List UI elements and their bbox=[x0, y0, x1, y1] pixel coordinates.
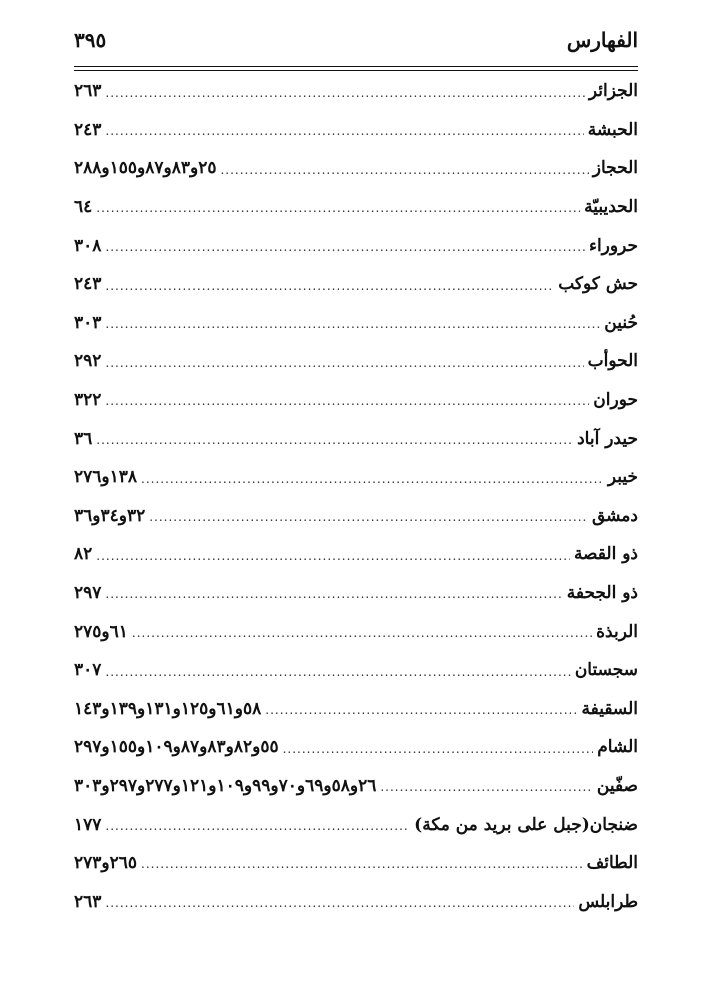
entry-name: الشام bbox=[597, 737, 638, 758]
entry-name: صفّين bbox=[596, 775, 638, 796]
entry-pages: ٨٢ bbox=[74, 544, 93, 565]
entry-pages: ٣٠٨ bbox=[74, 235, 102, 256]
entry-pages: ٢٦و٥٨و٦٩و٧٠و٩٩و١٠٩و١٢١و٢٧٧و٢٩٧و٣٠٣ bbox=[74, 775, 377, 796]
entry-pages: ٢٦٥و٢٧٣ bbox=[74, 853, 138, 874]
entry-name: سجستان bbox=[574, 660, 638, 681]
index-entry bbox=[74, 805, 638, 844]
entry-pages: ٣٢٢ bbox=[74, 390, 102, 411]
entry-pages: ٦١و٢٧٥ bbox=[74, 621, 128, 642]
entry-name: ضنجان(جبل على بريد من مكة) bbox=[414, 814, 638, 835]
dot-leader bbox=[141, 472, 604, 497]
dot-leader bbox=[96, 433, 573, 458]
entry-pages: ٥٥و٨٢و٨٣و٨٧و١٠٩و١٥٥و٢٩٧ bbox=[74, 737, 279, 758]
dot-leader bbox=[105, 124, 583, 149]
entry-pages: ٣٠٧ bbox=[74, 660, 102, 681]
entry-name: حيدر آباد bbox=[577, 428, 638, 449]
header-rule-bottom bbox=[74, 70, 638, 71]
index-entry bbox=[74, 381, 638, 420]
entry-pages: ٣٦ bbox=[74, 428, 93, 449]
index-entry bbox=[74, 265, 638, 304]
entry-pages: ٦٤ bbox=[74, 197, 93, 218]
entry-name: ذو القصة bbox=[573, 544, 638, 565]
entry-pages: ٣٠٣ bbox=[74, 312, 102, 333]
entry-name: الطائف bbox=[586, 853, 638, 874]
index-entry bbox=[74, 226, 638, 265]
dot-leader bbox=[105, 587, 562, 612]
entry-pages: ٢٤٣ bbox=[74, 119, 102, 140]
page-title: الفهارس bbox=[566, 28, 638, 52]
dot-leader bbox=[105, 356, 583, 381]
entry-name: الحديبيّة bbox=[584, 197, 638, 218]
dot-leader bbox=[132, 626, 592, 651]
dot-leader bbox=[105, 819, 410, 844]
entry-name: السقيفة bbox=[581, 698, 638, 719]
index-entry bbox=[74, 342, 638, 381]
index-entry bbox=[74, 651, 638, 690]
entry-name: حش كوكب bbox=[558, 274, 638, 295]
index-entry bbox=[74, 72, 638, 111]
page-header bbox=[74, 28, 638, 64]
dot-leader bbox=[105, 86, 585, 111]
entry-pages: ٣٢و٣٤و٣٦ bbox=[74, 505, 146, 526]
entry-pages: ٢٥و٨٣و٨٧و١٥٥و٢٨٨ bbox=[74, 158, 217, 179]
entry-name: ذو الجحفة bbox=[566, 583, 638, 604]
index-entry bbox=[74, 612, 638, 651]
index-entry bbox=[74, 188, 638, 227]
index-entry bbox=[74, 690, 638, 729]
dot-leader bbox=[380, 780, 593, 805]
page-number: ٣٩٥ bbox=[74, 28, 107, 52]
dot-leader bbox=[105, 896, 574, 921]
dot-leader bbox=[105, 240, 585, 265]
entry-pages: ٢٩٢ bbox=[74, 351, 102, 372]
index-entry bbox=[74, 149, 638, 188]
dot-leader bbox=[265, 703, 577, 728]
entry-name: الجزائر bbox=[588, 81, 638, 102]
entry-name: خيبر bbox=[607, 467, 638, 488]
index-entry bbox=[74, 497, 638, 536]
entry-pages: ٥٨و٦١و١٢٥و١٣١و١٣٩و١٤٣ bbox=[74, 698, 262, 719]
entry-pages: ٢٦٣ bbox=[74, 81, 102, 102]
dot-leader bbox=[149, 510, 588, 535]
entry-name: حروراء bbox=[588, 235, 638, 256]
entry-name: حُنين bbox=[604, 312, 638, 333]
dot-leader bbox=[105, 279, 554, 304]
entry-name: الحجاز bbox=[592, 158, 638, 179]
index-entry bbox=[74, 767, 638, 806]
entry-name: الحبشة bbox=[587, 119, 638, 140]
header-rule-top bbox=[74, 66, 638, 67]
dot-leader bbox=[283, 742, 594, 767]
dot-leader bbox=[141, 857, 583, 882]
entry-name: طرابلس bbox=[578, 891, 638, 912]
entry-pages: ١٧٧ bbox=[74, 814, 102, 835]
index-entry bbox=[74, 458, 638, 497]
entry-name: الحوأب bbox=[587, 351, 638, 372]
dot-leader bbox=[96, 549, 570, 574]
index-entry bbox=[74, 728, 638, 767]
dot-leader bbox=[220, 163, 588, 188]
entry-pages: ١٣٨و٢٧٦ bbox=[74, 467, 138, 488]
entry-name: دمشق bbox=[591, 505, 638, 526]
entry-pages: ٢٦٣ bbox=[74, 891, 102, 912]
entry-pages: ٢٩٧ bbox=[74, 583, 102, 604]
dot-leader bbox=[105, 394, 589, 419]
dot-leader bbox=[105, 317, 600, 342]
index-entry bbox=[74, 882, 638, 921]
index-entry bbox=[74, 535, 638, 574]
index-entry bbox=[74, 304, 638, 343]
index-entry bbox=[74, 111, 638, 150]
index-list bbox=[74, 72, 638, 921]
index-entry bbox=[74, 574, 638, 613]
dot-leader bbox=[105, 665, 570, 690]
index-entry bbox=[74, 419, 638, 458]
index-entry bbox=[74, 844, 638, 883]
entry-pages: ٢٤٣ bbox=[74, 274, 102, 295]
dot-leader bbox=[96, 201, 580, 226]
entry-name: حوران bbox=[593, 390, 638, 411]
entry-name: الربذة bbox=[596, 621, 638, 642]
